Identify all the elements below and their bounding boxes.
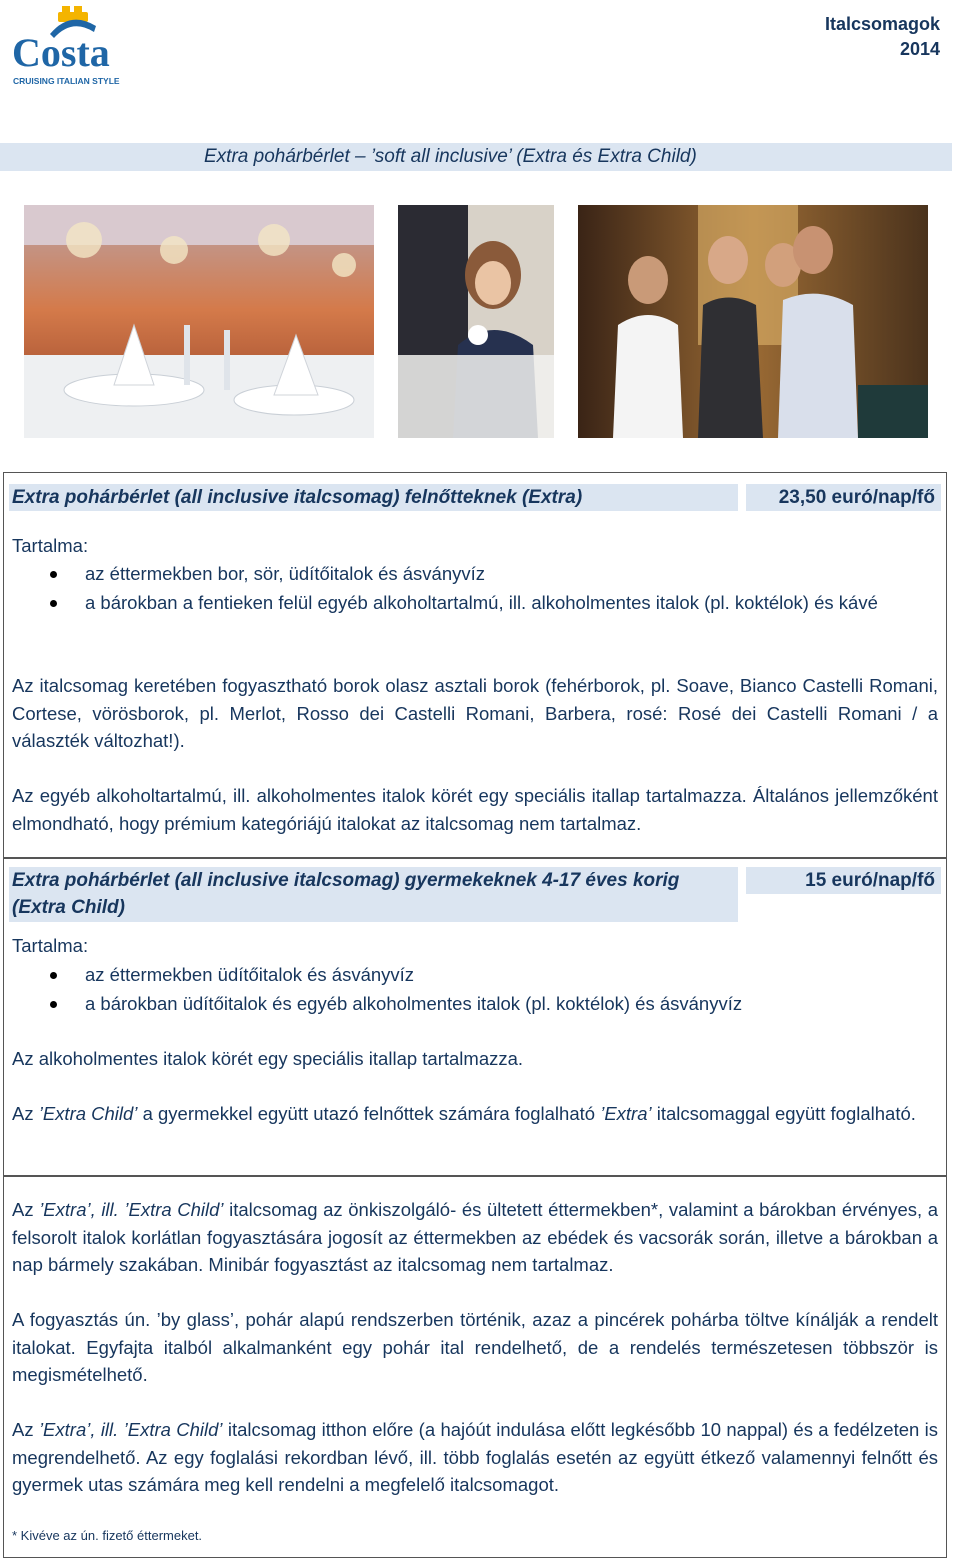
- general-by-glass-paragraph: A fogyasztás ún. ’by glass’, pohár alapú rendszerben történik, azaz a pincérek pohárba töltve kínálják a rendelt italokat. Egyfajta italból alkalmanként egy pohár ital rendelhető, de a rendelés természetesen többször is megismételhető.: [12, 1309, 938, 1385]
- child-drinks-paragraph: Az alkoholmentes italok körét egy speciális itallap tartalmazza.: [12, 1048, 524, 1069]
- extra-wine-paragraph: Az italcsomag keretében fogyasztható borok olasz asztali borok (fehérborok, pl. Soave, Bianco Castelli Romani, Cortese, vörösborok, pl. Merlot, Rosso dei Castelli Romani, Barbera, rosé: Rosé dei Castelli Romani / a választék változhat!).: [12, 675, 938, 751]
- bullet-dot: [50, 600, 57, 607]
- extra-package-title: Extra pohárbérlet (all inclusive italcsomag) felnőtteknek (Extra): [9, 484, 738, 511]
- child-title-line2: (Extra Child): [12, 897, 125, 918]
- bar-friends-photo-icon: [578, 205, 928, 438]
- extra-drinks-paragraph: Az egyéb alkoholtartalmú, ill. alkoholmentes italok körét egy speciális itallap tartalmazza. Általános jellemzőként elmondható, hogy prémium kategóriájú italokat az italcsomag nem tartalmaz.: [12, 785, 938, 834]
- child-title-line1: Extra pohárbérlet (all inclusive italcsomag) gyermekeknek 4-17 éves korig: [12, 870, 680, 891]
- general-validity-paragraph: [12, 1196, 938, 1279]
- text-fragment: italcsomaggal együtt foglalható.: [651, 1103, 916, 1124]
- text-emphasis: ’Extra’, ill. ’Extra Child’: [38, 1419, 223, 1440]
- text-fragment: Az: [12, 1199, 40, 1220]
- extra-package-price: 23,50 euró/nap/fő: [746, 484, 941, 511]
- extra-item-2: a bárokban a fentieken felül egyéb alkoholtartalmú, ill. alkoholmentes italok (pl. koktélok) és kávé: [85, 592, 878, 613]
- text-emphasis: ’Extra’, ill. ’Extra Child’: [39, 1199, 224, 1220]
- text-emphasis: ’Extra’: [600, 1103, 652, 1124]
- child-item-1: az éttermekben üdítőitalok és ásványvíz: [85, 964, 415, 985]
- document-title: Italcsomagok: [824, 14, 940, 34]
- bar-friends-photo: [578, 205, 928, 438]
- costa-logo-icon: [10, 4, 130, 88]
- text-fragment: a gyermekkel együtt utazó felnőttek számára foglalható: [137, 1103, 601, 1124]
- text-fragment: Az: [12, 1419, 39, 1440]
- restaurant-photo: [24, 205, 374, 438]
- child-contents-label: Tartalma:: [12, 935, 89, 956]
- banner-title: Extra pohárbérlet – ’soft all inclusive’ (Extra és Extra Child): [204, 146, 697, 167]
- waiter-woman-photo: [398, 205, 554, 438]
- costa-logo: [10, 4, 130, 88]
- child-item-2: a bárokban üdítőitalok és egyéb alkoholmentes italok (pl. koktélok) és ásványvíz: [85, 993, 743, 1014]
- text-fragment: Az: [12, 1103, 39, 1124]
- extra-contents-label: Tartalma:: [12, 535, 89, 556]
- bullet-dot: [50, 571, 57, 578]
- extra-item-1: az éttermekben bor, sör, üdítőitalok és ásványvíz: [85, 563, 486, 584]
- child-package-title: [9, 867, 738, 922]
- footnote: * Kivéve az ún. fizető éttermeket.: [12, 1528, 203, 1543]
- child-package-price: 15 euró/nap/fő: [746, 867, 941, 894]
- bullet-dot: [50, 1001, 57, 1008]
- restaurant-photo-icon: [24, 205, 374, 438]
- text-fragment: italcsomag itthon előre (a hajóút indulása előtt legkésőbb 10 nappal) és a fedélzeten is megrendelhető. Az egy foglalási rekordban lévő, ill. több foglalás esetén az együtt étkező valamennyi felnőtt és gyermek utas számára meg kell rendelni a megfelelő italcsomagot.: [12, 1419, 938, 1495]
- text-emphasis: ’Extra Child’: [38, 1103, 138, 1124]
- section-banner: [0, 143, 952, 171]
- general-ordering-paragraph: [12, 1416, 938, 1499]
- waiter-woman-photo-icon: [398, 205, 554, 438]
- document-title-block: [825, 12, 940, 62]
- document-year: 2014: [899, 39, 940, 59]
- logo-tagline: CRUISING ITALIAN STYLE: [13, 76, 120, 86]
- bullet-dot: [50, 972, 57, 979]
- text-fragment: italcsomag az önkiszolgáló- és ültetett éttermekben*, valamint a bárokban érvényes, a felsorolt italok korlátlan fogyasztására jogosít az éttermekben az ebédek és vacsorák során, illetve a bárokban a nap bármely szakában. Minibár fogyasztást az italcsomag nem tartalmaz.: [12, 1199, 938, 1275]
- child-combination-paragraph: [12, 1100, 938, 1128]
- logo-brand: Costa: [12, 30, 110, 75]
